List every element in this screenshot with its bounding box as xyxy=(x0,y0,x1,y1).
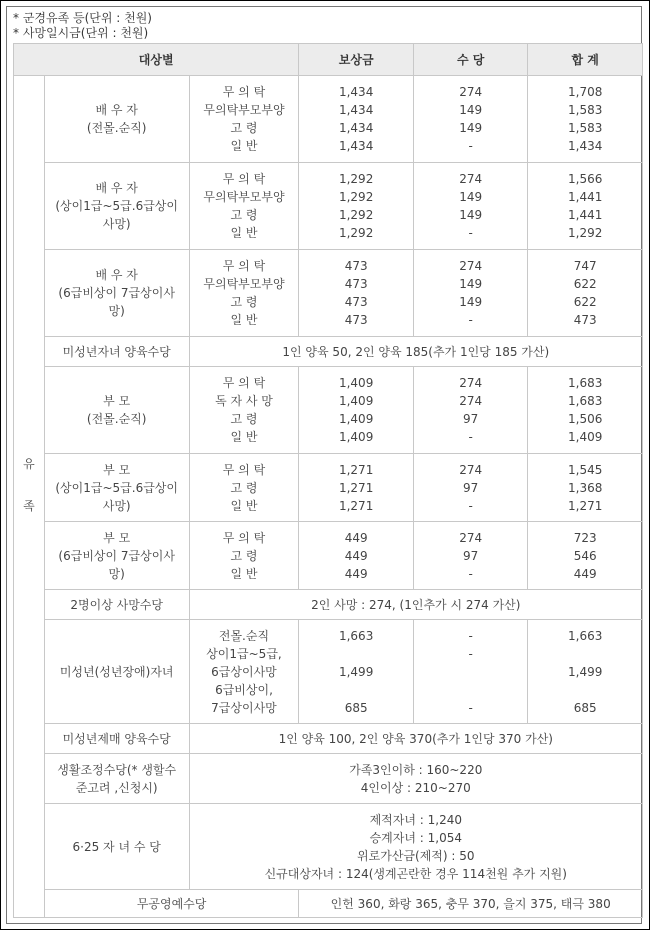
total-cell: 747 622 622 473 xyxy=(528,250,643,337)
allow-cell: 274 149 149 - xyxy=(413,250,527,337)
header-row xyxy=(14,44,643,76)
type-cell: 무 의 탁 무의탁부모부양 고 령 일 반 xyxy=(189,163,299,250)
row-label: 미성년자녀 양육수당 xyxy=(44,337,189,367)
total-cell: 1,663 1,499 685 xyxy=(528,620,643,724)
comp-cell: 1,434 1,434 1,434 1,434 xyxy=(299,76,414,163)
row-label: 배 우 자 (전몰.순직) xyxy=(44,76,189,163)
value-cell: 2인 사망 : 274, (1인추가 시 274 가산) xyxy=(189,590,642,620)
unit-notes xyxy=(13,11,152,41)
row-label: 배 우 자 (상이1급~5급.6급상이 사망) xyxy=(44,163,189,250)
compensation-table xyxy=(13,43,643,918)
header-compensation: 보상금 xyxy=(299,44,414,76)
table-row xyxy=(14,754,643,804)
content-panel xyxy=(6,6,642,924)
side-label: 유 족 xyxy=(14,76,45,918)
table-row xyxy=(14,522,643,590)
header-target: 대상별 xyxy=(14,44,299,76)
row-label: 부 모 (6급비상이 7급상이사 망) xyxy=(44,522,189,590)
table-row xyxy=(14,250,643,337)
table-row xyxy=(14,724,643,754)
allow-cell: 274 149 149 - xyxy=(413,76,527,163)
table-row xyxy=(14,367,643,454)
total-cell: 1,566 1,441 1,441 1,292 xyxy=(528,163,643,250)
total-cell: 723 546 449 xyxy=(528,522,643,590)
allow-cell: 274 149 149 - xyxy=(413,163,527,250)
row-label: 6·25 자 녀 수 당 xyxy=(44,804,189,890)
row-label: 무공영예수당 xyxy=(44,890,299,918)
total-cell: 1,545 1,368 1,271 xyxy=(528,454,643,522)
allow-cell: 274 97 - xyxy=(413,454,527,522)
value-cell: 제적자녀 : 1,240 승계자녀 : 1,054 위로가산금(제적) : 50 신규대상자녀 : 124(생계곤란한 경우 114천원 추가 지원) xyxy=(189,804,642,890)
row-label: 미성년(성년장애)자녀 xyxy=(44,620,189,724)
row-label: 미성년제매 양육수당 xyxy=(44,724,189,754)
allow-cell: 274 97 - xyxy=(413,522,527,590)
comp-cell: 473 473 473 473 xyxy=(299,250,414,337)
total-cell: 1,683 1,683 1,506 1,409 xyxy=(528,367,643,454)
table-row xyxy=(14,76,643,163)
header-allowance: 수 당 xyxy=(413,44,527,76)
type-cell: 무 의 탁 고 령 일 반 xyxy=(189,454,299,522)
total-cell: 1,708 1,583 1,583 1,434 xyxy=(528,76,643,163)
note-line: * 군경유족 등(단위 : 천원) xyxy=(13,11,152,25)
allow-cell: - - - xyxy=(413,620,527,724)
row-label: 2명이상 사망수당 xyxy=(44,590,189,620)
header-total: 합 계 xyxy=(528,44,643,76)
table-row xyxy=(14,454,643,522)
table-row xyxy=(14,337,643,367)
value-cell: 가족3인이하 : 160~220 4인이상 : 210~270 xyxy=(189,754,642,804)
comp-cell: 449 449 449 xyxy=(299,522,414,590)
value-cell: 인헌 360, 화랑 365, 충무 370, 을지 375, 태극 380 xyxy=(299,890,643,918)
note-line: * 사망일시금(단위 : 천원) xyxy=(13,26,149,40)
value-cell: 1인 양육 100, 2인 양육 370(추가 1인당 370 가산) xyxy=(189,724,642,754)
type-cell: 무 의 탁 독 자 사 망 고 령 일 반 xyxy=(189,367,299,454)
row-label: 배 우 자 (6급비상이 7급상이사 망) xyxy=(44,250,189,337)
table-row xyxy=(14,890,643,918)
value-cell: 1인 양육 50, 2인 양육 185(추가 1인당 185 가산) xyxy=(189,337,642,367)
table-row xyxy=(14,163,643,250)
row-label: 생활조정수당(* 생할수 준고려 ,신청시) xyxy=(44,754,189,804)
table-row xyxy=(14,590,643,620)
row-label: 부 모 (상이1급~5급.6급상이 사망) xyxy=(44,454,189,522)
row-label: 부 모 (전몰.순직) xyxy=(44,367,189,454)
type-cell: 무 의 탁 무의탁부모부양 고 령 일 반 xyxy=(189,250,299,337)
allow-cell: 274 274 97 - xyxy=(413,367,527,454)
type-cell: 전몰.순직 상이1급~5급, 6급상이사망 6급비상이, 7급상이사망 xyxy=(189,620,299,724)
table-row xyxy=(14,804,643,890)
table-row xyxy=(14,620,643,724)
comp-cell: 1,663 1,499 685 xyxy=(299,620,414,724)
comp-cell: 1,409 1,409 1,409 1,409 xyxy=(299,367,414,454)
type-cell: 무 의 탁 무의탁부모부양 고 령 일 반 xyxy=(189,76,299,163)
comp-cell: 1,292 1,292 1,292 1,292 xyxy=(299,163,414,250)
comp-cell: 1,271 1,271 1,271 xyxy=(299,454,414,522)
type-cell: 무 의 탁 고 령 일 반 xyxy=(189,522,299,590)
